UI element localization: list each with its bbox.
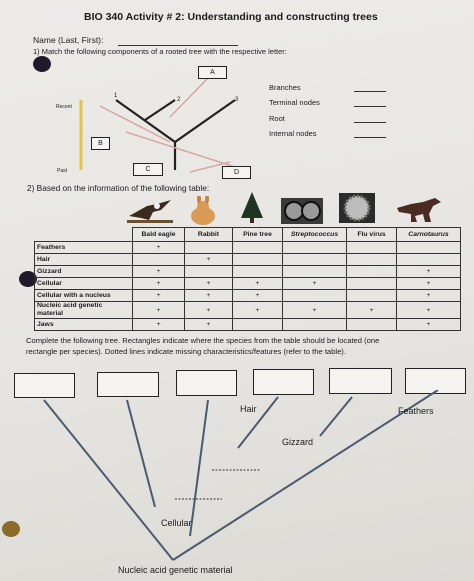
- table-cell: +: [397, 266, 461, 278]
- q2-instruction: 2) Based on the information of the following table:: [27, 183, 210, 193]
- table-cell: [283, 290, 347, 302]
- table-cell: [233, 254, 283, 266]
- table-row: [35, 278, 461, 290]
- table-cell: +: [233, 302, 283, 319]
- row-label-cellular: Cellular: [35, 278, 133, 290]
- table-cell: [283, 254, 347, 266]
- row-label-cellular-with-nucleus: Cellular with a nucleus: [35, 290, 133, 302]
- letter-box-c: C: [133, 163, 163, 176]
- column-header-rabbit: Rabbit: [185, 228, 233, 242]
- letter-box-a: A: [198, 66, 227, 79]
- table-cell: +: [133, 278, 185, 290]
- table-row: [35, 290, 461, 302]
- component-internal-nodes: Internal nodes: [269, 129, 317, 138]
- letter-box-b: B: [91, 137, 110, 150]
- letter-box-d: D: [222, 166, 251, 179]
- carnotaurus-picture: [395, 194, 443, 224]
- streptococcus-picture: [281, 198, 323, 224]
- table-cell: [347, 319, 397, 331]
- table-cell: +: [233, 278, 283, 290]
- table-cell: +: [397, 302, 461, 319]
- table-cell: +: [133, 266, 185, 278]
- table-cell: +: [133, 290, 185, 302]
- table-cell: +: [233, 290, 283, 302]
- tip-number-2: 2: [177, 97, 181, 103]
- table-cell: [185, 242, 233, 254]
- column-header-bald-eagle: Bald eagle: [133, 228, 185, 242]
- table-cell: [397, 242, 461, 254]
- table-cell: [347, 278, 397, 290]
- pine-tree-picture: [239, 192, 265, 224]
- rabbit-picture: [186, 196, 220, 226]
- component-root: Root: [269, 114, 285, 123]
- table-cell: [347, 266, 397, 278]
- table-cell: [347, 242, 397, 254]
- cladogram-branch-3: [190, 400, 208, 536]
- tree-instruction-line-2: rectangle per species). Dotted lines indicate missing characteristics/features (refer to the table).: [26, 347, 346, 356]
- tip-number-3: 3: [235, 97, 239, 103]
- table-cell: +: [283, 302, 347, 319]
- cladogram-branch-5: [320, 397, 352, 436]
- q1-instruction: 1) Match the following components of a rooted tree with the respective letter:: [33, 47, 287, 56]
- table-row: [35, 319, 461, 331]
- feathers-label: Feathers: [398, 406, 434, 416]
- cladogram-branch-2: [127, 400, 155, 507]
- rooted-tree-figure: [40, 62, 300, 202]
- answer-blank-branches[interactable]: [354, 91, 386, 92]
- table-cell: +: [133, 319, 185, 331]
- worksheet-title: BIO 340 Activity # 2: Understanding and constructing trees: [84, 11, 378, 23]
- flu-virus-picture: [339, 193, 375, 223]
- table-cell: [185, 266, 233, 278]
- column-header-flu-virus: Flu virus: [347, 228, 397, 242]
- table-row: [35, 254, 461, 266]
- row-label-jaws: Jaws: [35, 319, 133, 331]
- table-cell: +: [185, 278, 233, 290]
- column-header-carnotaurus: Carnotaurus: [397, 228, 461, 242]
- row-label-hair: Hair: [35, 254, 133, 266]
- bald-eagle-picture: [127, 198, 173, 226]
- cladogram: [0, 390, 474, 580]
- cellular-label: Cellular: [161, 518, 192, 528]
- name-field[interactable]: [118, 45, 238, 46]
- component-terminal-nodes: Terminal nodes: [269, 98, 320, 107]
- column-header-streptococcus: Streptococcus: [283, 228, 347, 242]
- table-cell: [233, 242, 283, 254]
- table-cell: [283, 242, 347, 254]
- table-cell: +: [133, 302, 185, 319]
- table-cell: [233, 319, 283, 331]
- table-cell: [347, 290, 397, 302]
- cladogram-main-branch: [44, 400, 173, 560]
- table-row: [35, 302, 461, 319]
- answer-blank-internal-nodes[interactable]: [354, 137, 386, 138]
- table-cell: +: [347, 302, 397, 319]
- axis-past-label: Past: [57, 168, 68, 174]
- table-cell: +: [185, 290, 233, 302]
- table-cell: [283, 319, 347, 331]
- gizzard-label: Gizzard: [282, 437, 314, 447]
- table-header-row: [35, 228, 461, 242]
- answer-blank-root[interactable]: [354, 122, 386, 123]
- table-row: [35, 266, 461, 278]
- table-corner-cell: [35, 228, 133, 242]
- table-cell: +: [283, 278, 347, 290]
- row-label-nucleic-acid: Nucleic acid genetic material: [35, 302, 133, 319]
- table-cell: +: [185, 254, 233, 266]
- column-header-pine-tree: Pine tree: [233, 228, 283, 242]
- table-cell: [233, 266, 283, 278]
- table-cell: [347, 254, 397, 266]
- table-row: [35, 242, 461, 254]
- row-label-feathers: Feathers: [35, 242, 133, 254]
- tip-number-1: 1: [114, 93, 118, 99]
- table-cell: +: [397, 319, 461, 331]
- component-branches: Branches: [269, 83, 301, 92]
- table-cell: [283, 266, 347, 278]
- table-cell: [133, 254, 185, 266]
- match-lines: [100, 76, 235, 172]
- name-label: Name (Last, First):: [33, 35, 104, 45]
- tree-instruction-line-1: Complete the following tree. Rectangles indicate where the species from the table should be located (one: [26, 336, 380, 345]
- table-cell: +: [397, 278, 461, 290]
- traits-table: [34, 227, 461, 331]
- table-cell: +: [133, 242, 185, 254]
- axis-recent-label: Recent: [56, 104, 72, 110]
- table-cell: [397, 254, 461, 266]
- hair-label: Hair: [240, 404, 257, 414]
- table-cell: +: [185, 319, 233, 331]
- table-cell: +: [185, 302, 233, 319]
- answer-blank-terminal-nodes[interactable]: [354, 106, 386, 107]
- row-label-gizzard: Gizzard: [35, 266, 133, 278]
- nucleic-acid-label: Nucleic acid genetic material: [118, 565, 233, 575]
- table-cell: +: [397, 290, 461, 302]
